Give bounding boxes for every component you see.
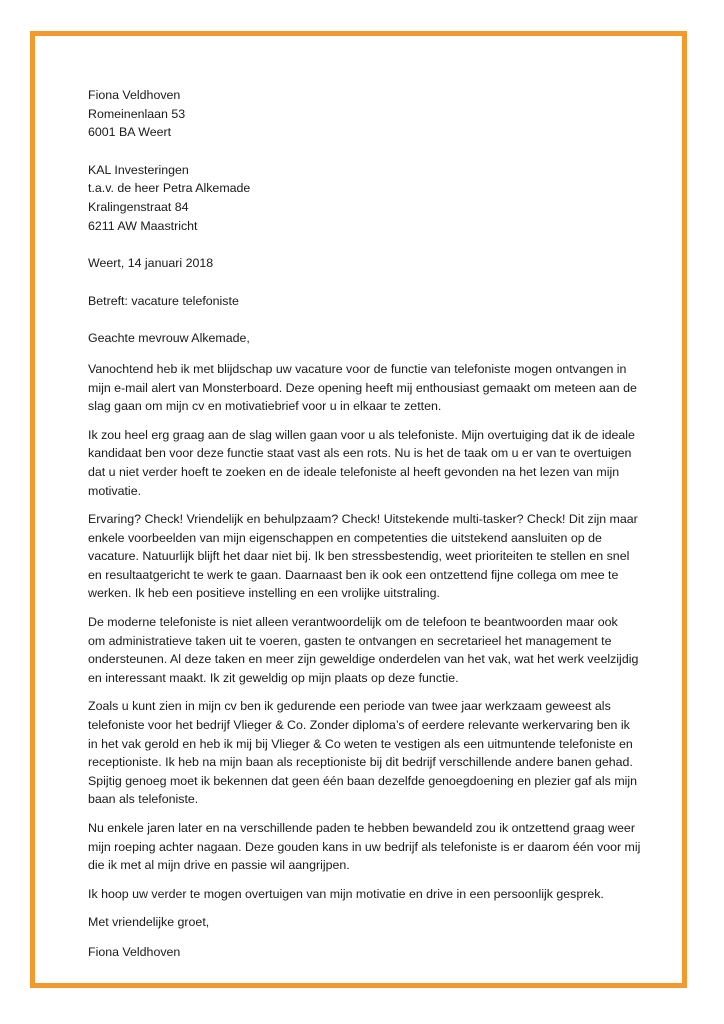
spacer xyxy=(88,310,648,329)
sender-address xyxy=(88,86,648,142)
closing-text: Met vriendelijke groet, xyxy=(88,915,210,930)
paragraph-line: dat u niet verder hoeft te zoeken en de ideale telefoniste al heeft gevonden na het lezen van mijn xyxy=(88,464,620,479)
paragraph-line: werken. Ik heb een positieve instelling en een vrolijke uitstraling. xyxy=(88,586,440,601)
recipient-address xyxy=(88,161,648,235)
paragraph-4 xyxy=(88,613,648,687)
closing xyxy=(88,913,648,932)
paragraph-3 xyxy=(88,510,648,603)
recipient-attention: t.a.v. de heer Petra Alkemade xyxy=(88,181,251,196)
paragraph-line: om administratieve taken uit te voeren, gasten te ontvangen en secretarieel het management te xyxy=(88,633,612,648)
paragraph-line: kandidaat ben voor deze functie staat vast als een rots. Nu is het de taak om u er van te overtuigen xyxy=(88,446,632,461)
paragraph-line: motivatie. xyxy=(88,483,142,498)
paragraph-line: ondersteunen. Al deze taken en meer zijn geweldige onderdelen van het vak, wat het werk veelzijdig xyxy=(88,652,639,667)
sender-city: 6001 BA Weert xyxy=(88,125,172,140)
salutation xyxy=(88,329,648,348)
recipient-street: Kralingenstraat 84 xyxy=(88,199,189,214)
paragraph-line: De moderne telefoniste is niet alleen verantwoordelijk om de telefoon te beantwoorden maar ook xyxy=(88,615,618,630)
signature-text: Fiona Veldhoven xyxy=(88,944,181,959)
recipient-company: KAL Investeringen xyxy=(88,162,189,177)
recipient-city: 6211 AW Maastricht xyxy=(88,218,198,233)
paragraph-line: enkele voorbeelden van mijn eigenschappen en competenties die uitstekend aansluiten op de xyxy=(88,530,602,545)
paragraph-line: telefoniste voor het bedrijf Vlieger & Co. Zonder diploma’s of eerdere relevante werkervaring ben ik xyxy=(88,718,630,733)
paragraph-line: receptioniste. Ik heb na mijn baan als receptioniste bij dit bedrijf verschillende andere banen gehad. xyxy=(88,755,633,770)
paragraph-line: Vanochtend heb ik met blijdschap uw vacature voor de functie van telefoniste mogen ontvangen in xyxy=(88,361,627,376)
paragraph-line: en resultaatgericht te werk te gaan. Daarnaast ben ik ook een ontzettend fijne collega om mee te xyxy=(88,567,619,582)
sender-name: Fiona Veldhoven xyxy=(88,88,181,102)
paragraph-line: en interessant maakt. Ik zit geweldig op mijn plaats op deze functie. xyxy=(88,670,459,685)
paragraph-6 xyxy=(88,819,648,875)
sender-street: Romeinenlaan 53 xyxy=(88,106,186,121)
paragraph-line: mijn e-mail alert van Monsterboard. Deze opening heeft mij enthousiast gemaakt om meteen aan de xyxy=(88,380,637,395)
paragraph-1 xyxy=(88,360,648,416)
spacer xyxy=(88,235,648,254)
paragraph-line: Ik hoop uw verder te mogen overtuigen van mijn motivatie en drive in een persoonlijk gesprek. xyxy=(88,886,604,901)
letter-body xyxy=(88,86,648,962)
salutation-text: Geachte mevrouw Alkemade, xyxy=(88,331,250,346)
paragraph-2 xyxy=(88,426,648,500)
paragraph-line: mijn roeping achter nagaan. Deze gouden kans in uw bedrijf als telefoniste is er daarom één voor mij xyxy=(88,839,641,854)
paragraph-line: baan als telefoniste. xyxy=(88,792,199,807)
subject-line xyxy=(88,292,648,311)
date-text: Weert, 14 januari 2018 xyxy=(88,256,214,271)
paragraph-line: Zoals u kunt zien in mijn cv ben ik gedurende een periode van twee jaar werkzaam geweest als xyxy=(88,699,611,714)
paragraph-line: vacature. Natuurlijk blijft het daar niet bij. Ik ben stressbestendig, weet prioriteiten te stellen en snel xyxy=(88,549,630,564)
paragraph-line: die ik met al mijn drive en passie wil aangrijpen. xyxy=(88,858,350,873)
date-line xyxy=(88,254,648,273)
paragraph-line: Ervaring? Check! Vriendelijk en behulpzaam? Check! Uitstekende multi-tasker? Check! Dit zijn maar xyxy=(88,512,638,527)
paragraph-line: in het vak gerold en heb ik mij bij Vlieger & Co weten te vestigen als een uitmuntende telefoniste en xyxy=(88,736,633,751)
signature xyxy=(88,943,648,962)
spacer xyxy=(88,273,648,292)
paragraph-line: Spijtig genoeg moet ik bekennen dat geen één baan dezelfde genoegdoening en plezier gaf als mijn xyxy=(88,773,638,788)
paragraph-5 xyxy=(88,697,648,809)
spacer xyxy=(88,142,648,161)
paragraph-line: slag gaan om mijn cv en motivatiebrief voor u in elkaar te zetten. xyxy=(88,399,442,414)
paragraph-line: Nu enkele jaren later en na verschillende paden te hebben bewandeld zou ik ontzettend graag weer xyxy=(88,821,635,835)
paragraph-line: Ik zou heel erg graag aan de slag willen gaan voor u als telefoniste. Mijn overtuiging dat ik de ideale xyxy=(88,427,635,442)
subject-text: Betreft: vacature telefoniste xyxy=(88,293,239,308)
paragraph-7 xyxy=(88,885,648,904)
